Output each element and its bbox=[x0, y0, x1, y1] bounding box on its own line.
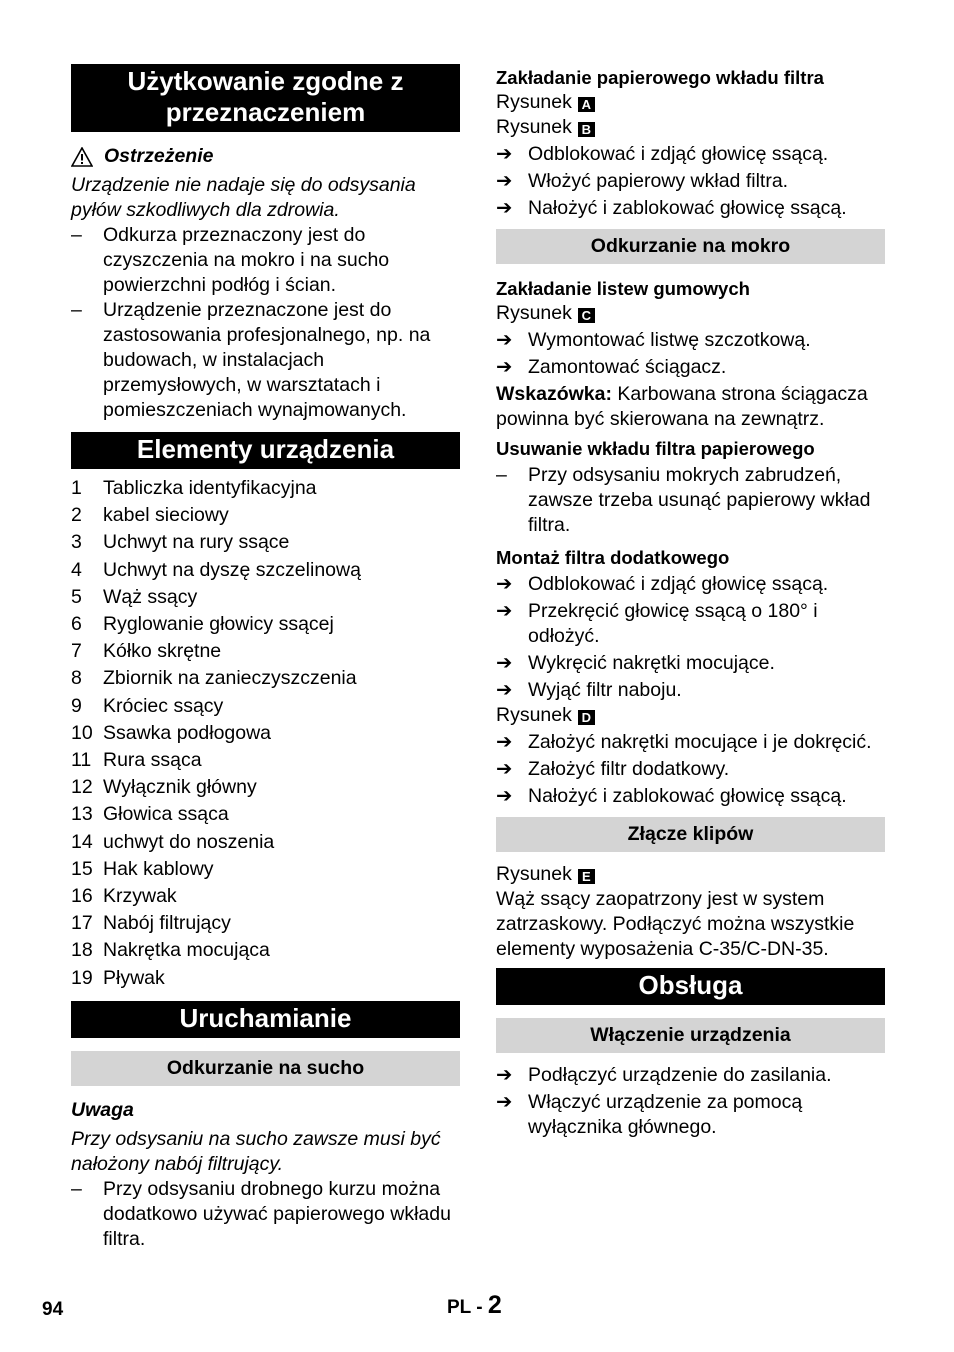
list-item bbox=[71, 298, 460, 423]
item-label: Króciec ssący bbox=[103, 694, 224, 717]
note-title: Uwaga bbox=[71, 1098, 134, 1121]
item-label: Wyłącznik główny bbox=[103, 776, 257, 799]
figure-ref-a bbox=[496, 90, 885, 115]
item-number: 14 bbox=[71, 830, 93, 853]
figure-label: Rysunek bbox=[496, 704, 572, 726]
figure-ref-e bbox=[496, 862, 885, 887]
item-number: 10 bbox=[71, 721, 93, 744]
step-item bbox=[496, 784, 885, 809]
step-item bbox=[496, 599, 885, 649]
arrow-icon: ➔ bbox=[496, 1091, 513, 1113]
arrow-icon: ➔ bbox=[496, 143, 513, 165]
subheading-wet-vacuuming: Odkurzanie na mokro bbox=[496, 229, 885, 264]
item-number: 2 bbox=[71, 504, 82, 527]
list-item bbox=[71, 937, 460, 964]
arrow-icon: ➔ bbox=[496, 170, 513, 192]
figure-ref-c bbox=[496, 301, 885, 326]
list-item-text: Przy odsysaniu mokrych zabrudzeń, zawsze trzeba usunąć papierowy wkład filtra. bbox=[528, 464, 871, 536]
step-text: Nałożyć i zablokować głowicę ssącą. bbox=[528, 785, 847, 807]
hint-paragraph bbox=[496, 382, 885, 432]
heading-rubber-strips: Zakładanie listew gumowych bbox=[496, 278, 750, 299]
figure-letter-e: E bbox=[578, 869, 595, 884]
list-item bbox=[71, 665, 460, 692]
list-item bbox=[71, 502, 460, 529]
figure-ref-b bbox=[496, 115, 885, 140]
list-item bbox=[71, 910, 460, 937]
item-label: Wąż ssący bbox=[103, 585, 198, 608]
step-item bbox=[496, 757, 885, 782]
step-text: Nałożyć i zablokować głowicę ssącą. bbox=[528, 197, 847, 219]
list-item bbox=[71, 584, 460, 611]
item-label: Hak kablowy bbox=[103, 857, 214, 880]
item-number: 5 bbox=[71, 585, 82, 608]
item-number: 13 bbox=[71, 803, 93, 826]
item-number: 7 bbox=[71, 640, 82, 663]
list-item bbox=[71, 747, 460, 774]
step-item bbox=[496, 572, 885, 597]
item-number: 16 bbox=[71, 885, 93, 908]
step-text: Podłączyć urządzenie do zasilania. bbox=[528, 1064, 832, 1086]
list-item bbox=[71, 856, 460, 883]
list-item-text: Urządzenie przeznaczone jest do zastosowania profesjonalnego, np. na budowach, w instalacjach przemysłowych, w warsztatach i pomieszczeniach wynajmowanych. bbox=[103, 299, 431, 421]
arrow-icon: ➔ bbox=[496, 785, 513, 807]
item-label: Rura ssąca bbox=[103, 749, 202, 772]
list-item bbox=[71, 475, 460, 502]
list-item bbox=[71, 720, 460, 747]
arrow-icon: ➔ bbox=[496, 731, 513, 753]
clip-text: Wąż ssący zaopatrzony jest w system zatrzaskowy. Podłączyć można wszystkie elementy wyposażenia C-35/C-DN-35. bbox=[496, 888, 855, 960]
list-item bbox=[71, 965, 460, 992]
list-item-text: Odkurza przeznaczony jest do czyszczenia na mokro i na sucho powierzchni podłóg i ścian. bbox=[103, 224, 390, 296]
figure-letter-a: A bbox=[578, 97, 595, 112]
item-label: Kółko skrętne bbox=[103, 640, 222, 663]
item-number: 11 bbox=[71, 749, 92, 772]
item-number: 1 bbox=[71, 477, 82, 499]
step-item bbox=[496, 142, 885, 167]
dash-marker: – bbox=[71, 1177, 82, 1200]
warning-title: Ostrzeżenie bbox=[104, 145, 214, 167]
item-label: Pływak bbox=[103, 966, 165, 989]
item-label: Nakrętka mocująca bbox=[103, 939, 270, 962]
item-number: 3 bbox=[71, 531, 82, 554]
list-item bbox=[71, 223, 460, 298]
figure-label: Rysunek bbox=[496, 116, 572, 138]
footer-section-number: 2 bbox=[487, 1291, 502, 1319]
hint-label: Wskazówka: bbox=[496, 383, 612, 405]
arrow-icon: ➔ bbox=[496, 1064, 513, 1086]
elements-list bbox=[71, 475, 460, 992]
figure-label: Rysunek bbox=[496, 863, 572, 885]
arrow-icon: ➔ bbox=[496, 652, 513, 674]
hint-text: Karbowana strona ściągacza powinna być skierowana na zewnątrz. bbox=[496, 383, 868, 430]
list-item bbox=[496, 463, 885, 538]
step-item bbox=[496, 169, 885, 194]
list-item bbox=[71, 801, 460, 828]
heading-remove-paper-filter: Usuwanie wkładu filtra papierowego bbox=[496, 438, 815, 459]
arrow-icon: ➔ bbox=[496, 573, 513, 595]
figure-letter-d: D bbox=[578, 710, 595, 725]
step-text: Włączyć urządzenie za pomocą wyłącznika głównego. bbox=[528, 1091, 803, 1138]
item-label: kabel sieciowy bbox=[103, 504, 229, 527]
step-item bbox=[496, 355, 885, 380]
figure-letter-c: C bbox=[578, 308, 595, 323]
step-item bbox=[496, 196, 885, 221]
left-column bbox=[71, 64, 460, 1252]
step-text: Przekręcić głowicę ssącą o 180° i odłożyć. bbox=[528, 600, 818, 647]
list-item bbox=[71, 1177, 460, 1252]
right-column bbox=[496, 64, 885, 1140]
step-text: Odblokować i zdjąć głowicę ssącą. bbox=[528, 143, 829, 165]
list-item bbox=[71, 693, 460, 720]
step-text: Wyjąć filtr naboju. bbox=[528, 679, 682, 701]
figure-label: Rysunek bbox=[496, 91, 572, 113]
item-label: Zbiornik na zanieczyszczenia bbox=[103, 667, 357, 690]
arrow-icon: ➔ bbox=[496, 197, 513, 219]
step-item bbox=[496, 1090, 885, 1140]
figure-ref-d bbox=[496, 703, 885, 728]
heading-device-elements: Elementy urządzenia bbox=[71, 432, 460, 469]
arrow-icon: ➔ bbox=[496, 758, 513, 780]
item-number: 9 bbox=[71, 694, 82, 717]
step-item bbox=[496, 1063, 885, 1088]
list-item bbox=[71, 638, 460, 665]
note-text: Przy odsysaniu na sucho zawsze musi być nałożony nabój filtrujący. bbox=[71, 1127, 441, 1175]
item-label: Uchwyt na dyszę szczelinową bbox=[103, 558, 361, 581]
list-item bbox=[71, 829, 460, 856]
item-number: 6 bbox=[71, 613, 82, 636]
list-item bbox=[71, 883, 460, 910]
step-text: Założyć filtr dodatkowy. bbox=[528, 758, 730, 780]
figure-label: Rysunek bbox=[496, 302, 572, 324]
step-text: Odblokować i zdjąć głowicę ssącą. bbox=[528, 573, 829, 595]
heading-paper-filter: Zakładanie papierowego wkładu filtra bbox=[496, 67, 824, 88]
item-number: 15 bbox=[71, 857, 93, 880]
item-label: Ssawka podłogowa bbox=[103, 721, 272, 744]
heading-intended-use: Użytkowanie zgodne z przeznaczeniem bbox=[71, 64, 460, 132]
heading-startup: Uruchamianie bbox=[71, 1001, 460, 1038]
heading-operation: Obsługa bbox=[496, 968, 885, 1005]
item-number: 17 bbox=[71, 912, 93, 935]
step-item bbox=[496, 328, 885, 353]
step-item bbox=[496, 730, 885, 755]
item-number: 19 bbox=[71, 966, 93, 989]
item-number: 8 bbox=[71, 667, 82, 690]
footer-separator: - bbox=[476, 1297, 483, 1318]
list-item-text: Przy odsysaniu drobnego kurzu można dodatkowo używać papierowego wkładu filtra. bbox=[103, 1177, 451, 1250]
step-text: Wykręcić nakrętki mocujące. bbox=[528, 652, 775, 674]
arrow-icon: ➔ bbox=[496, 600, 513, 622]
arrow-icon: ➔ bbox=[496, 356, 513, 378]
list-item bbox=[71, 774, 460, 801]
item-label: Nabój filtrujący bbox=[103, 912, 231, 935]
step-item bbox=[496, 678, 885, 703]
item-label: Głowica ssąca bbox=[103, 803, 229, 826]
dash-marker: – bbox=[71, 299, 82, 321]
item-label: Krzywak bbox=[103, 885, 177, 908]
page-number: 94 bbox=[42, 1299, 64, 1320]
subheading-clip-connector: Złącze klipów bbox=[496, 817, 885, 852]
list-item bbox=[71, 529, 460, 556]
item-number: 18 bbox=[71, 939, 93, 962]
item-number: 4 bbox=[71, 558, 82, 581]
list-item bbox=[71, 557, 460, 584]
step-item bbox=[496, 651, 885, 676]
footer-section-label bbox=[447, 1293, 502, 1320]
dash-marker: – bbox=[496, 464, 507, 486]
item-label: Ryglowanie głowicy ssącej bbox=[103, 613, 334, 636]
warning-triangle-icon bbox=[71, 147, 93, 167]
arrow-icon: ➔ bbox=[496, 329, 513, 351]
heading-extra-filter: Montaż filtra dodatkowego bbox=[496, 547, 730, 568]
warning-text: Urządzenie nie nadaje się do odsysania pyłów szkodliwych dla zdrowia. bbox=[71, 174, 416, 221]
step-text: Założyć nakrętki mocujące i je dokręcić. bbox=[528, 731, 872, 753]
dash-marker: – bbox=[71, 224, 82, 246]
arrow-icon: ➔ bbox=[496, 679, 513, 701]
subheading-switch-on: Włączenie urządzenia bbox=[496, 1018, 885, 1053]
item-label: Tabliczka identyfikacyjna bbox=[103, 477, 317, 499]
item-number: 12 bbox=[71, 776, 93, 799]
figure-letter-b: B bbox=[578, 122, 595, 137]
subheading-dry-vacuuming: Odkurzanie na sucho bbox=[71, 1051, 460, 1086]
item-label: uchwyt do noszenia bbox=[103, 830, 275, 853]
step-text: Zamontować ściągacz. bbox=[528, 356, 727, 378]
item-label: Uchwyt na rury ssące bbox=[103, 531, 290, 554]
warning-header bbox=[71, 144, 460, 169]
step-text: Wymontować listwę szczotkową. bbox=[528, 329, 811, 351]
step-text: Włożyć papierowy wkład filtra. bbox=[528, 170, 789, 192]
list-item bbox=[71, 611, 460, 638]
footer-lang: PL bbox=[447, 1297, 471, 1318]
